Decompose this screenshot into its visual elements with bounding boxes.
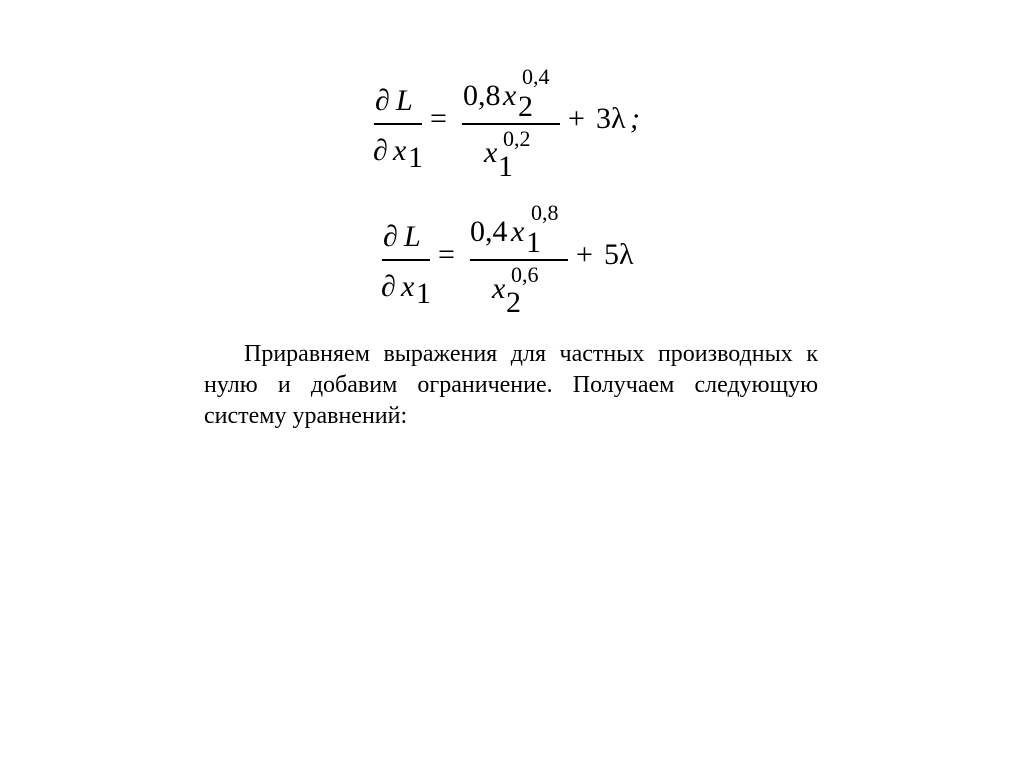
eq2-term: 5λ: [604, 238, 634, 271]
eq2-lhs-fraction-bar: [382, 259, 430, 261]
eq2-lhs-den-var: x: [401, 270, 415, 303]
eq1-lhs-num-var: L: [396, 84, 413, 117]
eq1-rhs-num-var: x: [503, 79, 517, 112]
equation-2: [0, 0, 1024, 330]
eq1-lhs-num-partial: ∂: [375, 84, 390, 117]
eq2-lhs-num-partial: ∂: [383, 220, 398, 253]
eq2-rhs-num-coef: 0,4: [470, 215, 508, 248]
eq2-rhs-fraction-bar: [470, 259, 568, 261]
eq2-rhs-den-var: x: [492, 272, 506, 305]
eq1-rhs-den-exp: 0,2: [503, 126, 531, 151]
eq1-rhs-num-sub: 2: [518, 90, 533, 123]
eq2-equals: =: [438, 238, 455, 271]
eq2-rhs-num-var: x: [511, 215, 525, 248]
eq1-plus: +: [568, 102, 585, 135]
eq2-lhs-den-partial: ∂: [381, 270, 396, 303]
eq1-semicolon: ;: [630, 102, 640, 135]
eq1-rhs-num-coef: 0,8: [463, 79, 501, 112]
eq1-lhs-den-sub: 1: [408, 141, 423, 174]
eq1-equals: =: [430, 102, 447, 135]
eq1-term: 3λ: [596, 102, 626, 135]
eq1-rhs-den-var: x: [484, 136, 498, 169]
eq1-lhs-den-partial: ∂: [373, 134, 388, 167]
body-paragraph: Приравняем выражения для частных производных к нулю и добавим ограничение. Получаем следующую систему уравнений:: [204, 341, 818, 429]
eq2-rhs-den-exp: 0,6: [511, 262, 539, 287]
eq2-plus: +: [576, 238, 593, 271]
eq1-lhs-den-var: x: [393, 134, 407, 167]
eq2-lhs-den-sub: 1: [416, 277, 431, 310]
eq2-lhs-num-var: L: [404, 220, 421, 253]
eq2-rhs-den-sub: 2: [506, 286, 521, 319]
eq1-rhs-num-exp: 0,4: [522, 64, 550, 89]
eq2-rhs-num-sub: 1: [526, 226, 541, 259]
eq2-rhs-num-exp: 0,8: [531, 200, 559, 225]
eq1-rhs-den-sub: 1: [498, 150, 513, 183]
